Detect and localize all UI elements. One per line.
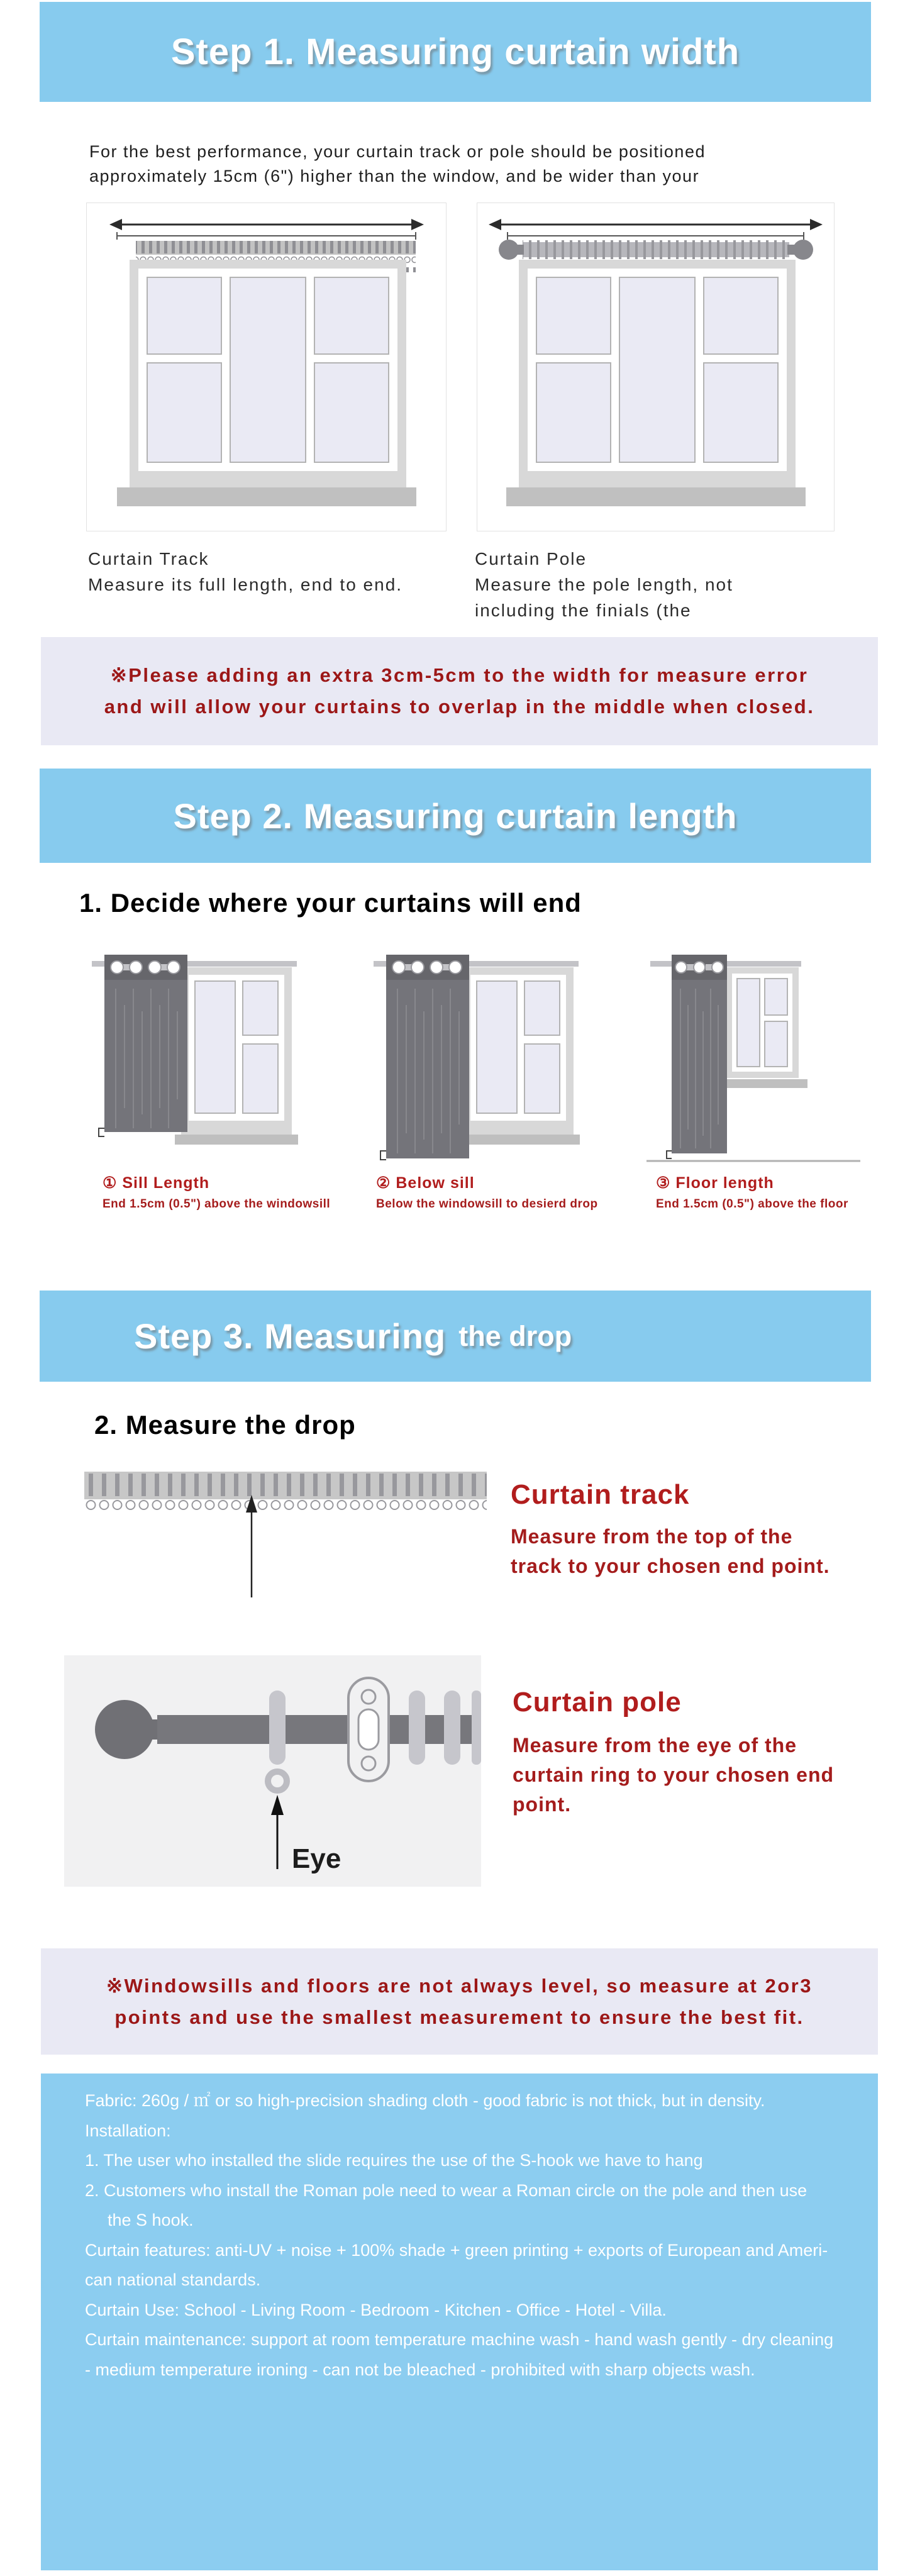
windowsill bbox=[457, 1135, 580, 1145]
step2-heading: 1. Decide where your curtains will end bbox=[79, 888, 582, 918]
detail-features-cont: can national standards. bbox=[85, 2270, 261, 2289]
option3-title: Floor length bbox=[675, 1174, 774, 1192]
step3-heading: 2. Measure the drop bbox=[94, 1410, 356, 1440]
window-drawing bbox=[719, 967, 807, 1088]
curtain-pole-caption-title: Curtain Pole bbox=[475, 549, 587, 569]
detail-features: Curtain features: anti-UV + noise + 100% shade + green printing + exports of European and Ameri- bbox=[85, 2240, 828, 2260]
curtain-panel bbox=[386, 955, 469, 1158]
curtain-pole-icon bbox=[499, 240, 813, 260]
level-measure-note bbox=[41, 1948, 878, 2055]
curtain-panel bbox=[104, 955, 187, 1132]
step2-banner-text: Step 2. Measuring curtain length bbox=[173, 796, 738, 836]
step1-banner bbox=[40, 2, 871, 102]
product-details-panel bbox=[41, 2074, 878, 2570]
detail-install-step1: 1. The user who installed the slide requires the use of the S-hook we have to hang bbox=[85, 2151, 703, 2170]
measure-bracket-icon bbox=[117, 232, 416, 240]
pole-eye-illustration bbox=[64, 1655, 481, 1887]
option2-title: Below sill bbox=[396, 1174, 475, 1192]
measure-bracket-icon bbox=[380, 1151, 386, 1160]
sill-length-illustration bbox=[88, 951, 302, 1168]
width-measure-note-line1: ※Please adding an extra 3cm-5cm to the width for measure error bbox=[110, 664, 809, 686]
window-drawing bbox=[506, 260, 806, 506]
curtain-pole-caption-body1: Measure the pole length, not bbox=[475, 575, 733, 594]
level-measure-note-line1: ※Windowsills and floors are not always level, so measure at 2or3 bbox=[106, 1974, 813, 1997]
window-drawing bbox=[175, 967, 298, 1145]
windowsill bbox=[719, 1079, 807, 1088]
detail-install-step2: 2. Customers who install the Roman pole need to wear a Roman circle on the pole and then use bbox=[85, 2180, 807, 2200]
curtain-pole-heading: Curtain pole bbox=[513, 1687, 682, 1718]
curtain-pole-instructions bbox=[513, 1731, 834, 1819]
curtain-track-caption-title: Curtain Track bbox=[88, 549, 209, 569]
detail-use: Curtain Use: School - Living Room - Bedroom - Kitchen - Office - Hotel - Villa. bbox=[85, 2300, 667, 2319]
curtain-track-drawing bbox=[84, 1468, 487, 1604]
step1-intro bbox=[89, 140, 706, 189]
option1-number: ① bbox=[103, 1174, 118, 1192]
windowsill bbox=[506, 487, 806, 506]
windowsill bbox=[175, 1135, 298, 1145]
window-drawing bbox=[457, 967, 580, 1145]
curtain-track-instructions bbox=[511, 1522, 830, 1581]
option3-number: ③ bbox=[656, 1174, 671, 1192]
below-sill-illustration bbox=[370, 951, 584, 1168]
window-drawing bbox=[117, 260, 416, 506]
windowsill bbox=[117, 487, 416, 506]
option1-title: Sill Length bbox=[122, 1174, 210, 1192]
curtain-track-caption bbox=[88, 546, 402, 597]
curtain-pole-caption-body2: including the finials (the bbox=[475, 601, 692, 620]
step1-banner-text: Step 1. Measuring curtain width bbox=[170, 31, 740, 72]
curtain-track-instruction-line1: Measure from the top of the bbox=[511, 1525, 793, 1548]
up-arrow-icon bbox=[246, 1495, 257, 1597]
curtain-pole-drawing bbox=[64, 1655, 481, 1887]
curtain-track-heading: Curtain track bbox=[511, 1479, 690, 1510]
step3-banner bbox=[40, 1291, 871, 1382]
width-measure-note bbox=[41, 637, 878, 745]
below-sill-description: Below the windowsill to desierd drop bbox=[376, 1197, 598, 1211]
curtain-pole-caption bbox=[475, 546, 733, 623]
curtain-track-window-illustration bbox=[86, 203, 447, 531]
step3-banner-text: Step 3. Measuring bbox=[134, 1316, 447, 1356]
pole-bracket bbox=[348, 1678, 389, 1781]
sill-length-caption bbox=[103, 1174, 209, 1192]
option2-number: ② bbox=[376, 1174, 391, 1192]
floor-length-caption bbox=[656, 1174, 774, 1192]
width-arrow-icon bbox=[489, 219, 823, 230]
eye-label: Eye bbox=[292, 1843, 341, 1874]
measure-bracket-icon bbox=[99, 1128, 104, 1136]
detail-fabric: Fabric: 260g / ㎡ or so high-precision shading cloth - good fabric is not thick, but in density. bbox=[85, 2091, 765, 2110]
measure-bracket-icon bbox=[508, 232, 804, 240]
ring-eye-icon bbox=[268, 1772, 287, 1790]
window-with-pole-drawing bbox=[477, 203, 834, 531]
step1-intro-line1: For the best performance, your curtain track or pole should be positioned bbox=[89, 142, 706, 161]
sill-length-description: End 1.5cm (0.5") above the windowsill bbox=[103, 1197, 331, 1211]
window-with-track-drawing bbox=[87, 203, 446, 531]
detail-maintenance: Curtain maintenance: support at room temperature machine wash - hand wash gently - dry cleaning bbox=[85, 2330, 834, 2349]
detail-maintenance-cont: - medium temperature ironing - can not be bleached - prohibited with sharp objects wash. bbox=[85, 2360, 755, 2379]
curtain-pole-window-illustration bbox=[477, 203, 835, 531]
track-drop-illustration bbox=[84, 1468, 487, 1604]
curtain-pole-instruction-line3: point. bbox=[513, 1793, 572, 1816]
measure-bracket-icon bbox=[667, 1151, 672, 1158]
curtain-track-caption-body: Measure its full length, end to end. bbox=[88, 575, 403, 594]
curtain-pole-instruction-line1: Measure from the eye of the bbox=[513, 1734, 797, 1757]
below-sill-caption bbox=[376, 1174, 475, 1192]
step1-intro-line2: approximately 15cm (6") higher than the window, and be wider than your bbox=[89, 167, 700, 186]
curtain-track-instruction-line2: track to your chosen end point. bbox=[511, 1555, 830, 1577]
curtain-pole-instruction-line2: curtain ring to your chosen end bbox=[513, 1763, 835, 1786]
step2-banner bbox=[40, 769, 871, 863]
floor-length-illustration bbox=[646, 951, 860, 1168]
width-measure-note-line2: and will allow your curtains to overlap in the middle when closed. bbox=[104, 696, 815, 718]
curtain-panel bbox=[672, 955, 727, 1153]
step3-banner-subtext: the drop bbox=[458, 1319, 572, 1352]
width-arrow-icon bbox=[109, 219, 424, 230]
floor-length-description: End 1.5cm (0.5") above the floor bbox=[656, 1197, 848, 1211]
detail-install-step2-cont: the S hook. bbox=[108, 2211, 194, 2229]
level-measure-note-line2: points and use the smallest measurement to ensure the best fit. bbox=[114, 2006, 804, 2028]
detail-installation: Installation: bbox=[85, 2121, 171, 2140]
